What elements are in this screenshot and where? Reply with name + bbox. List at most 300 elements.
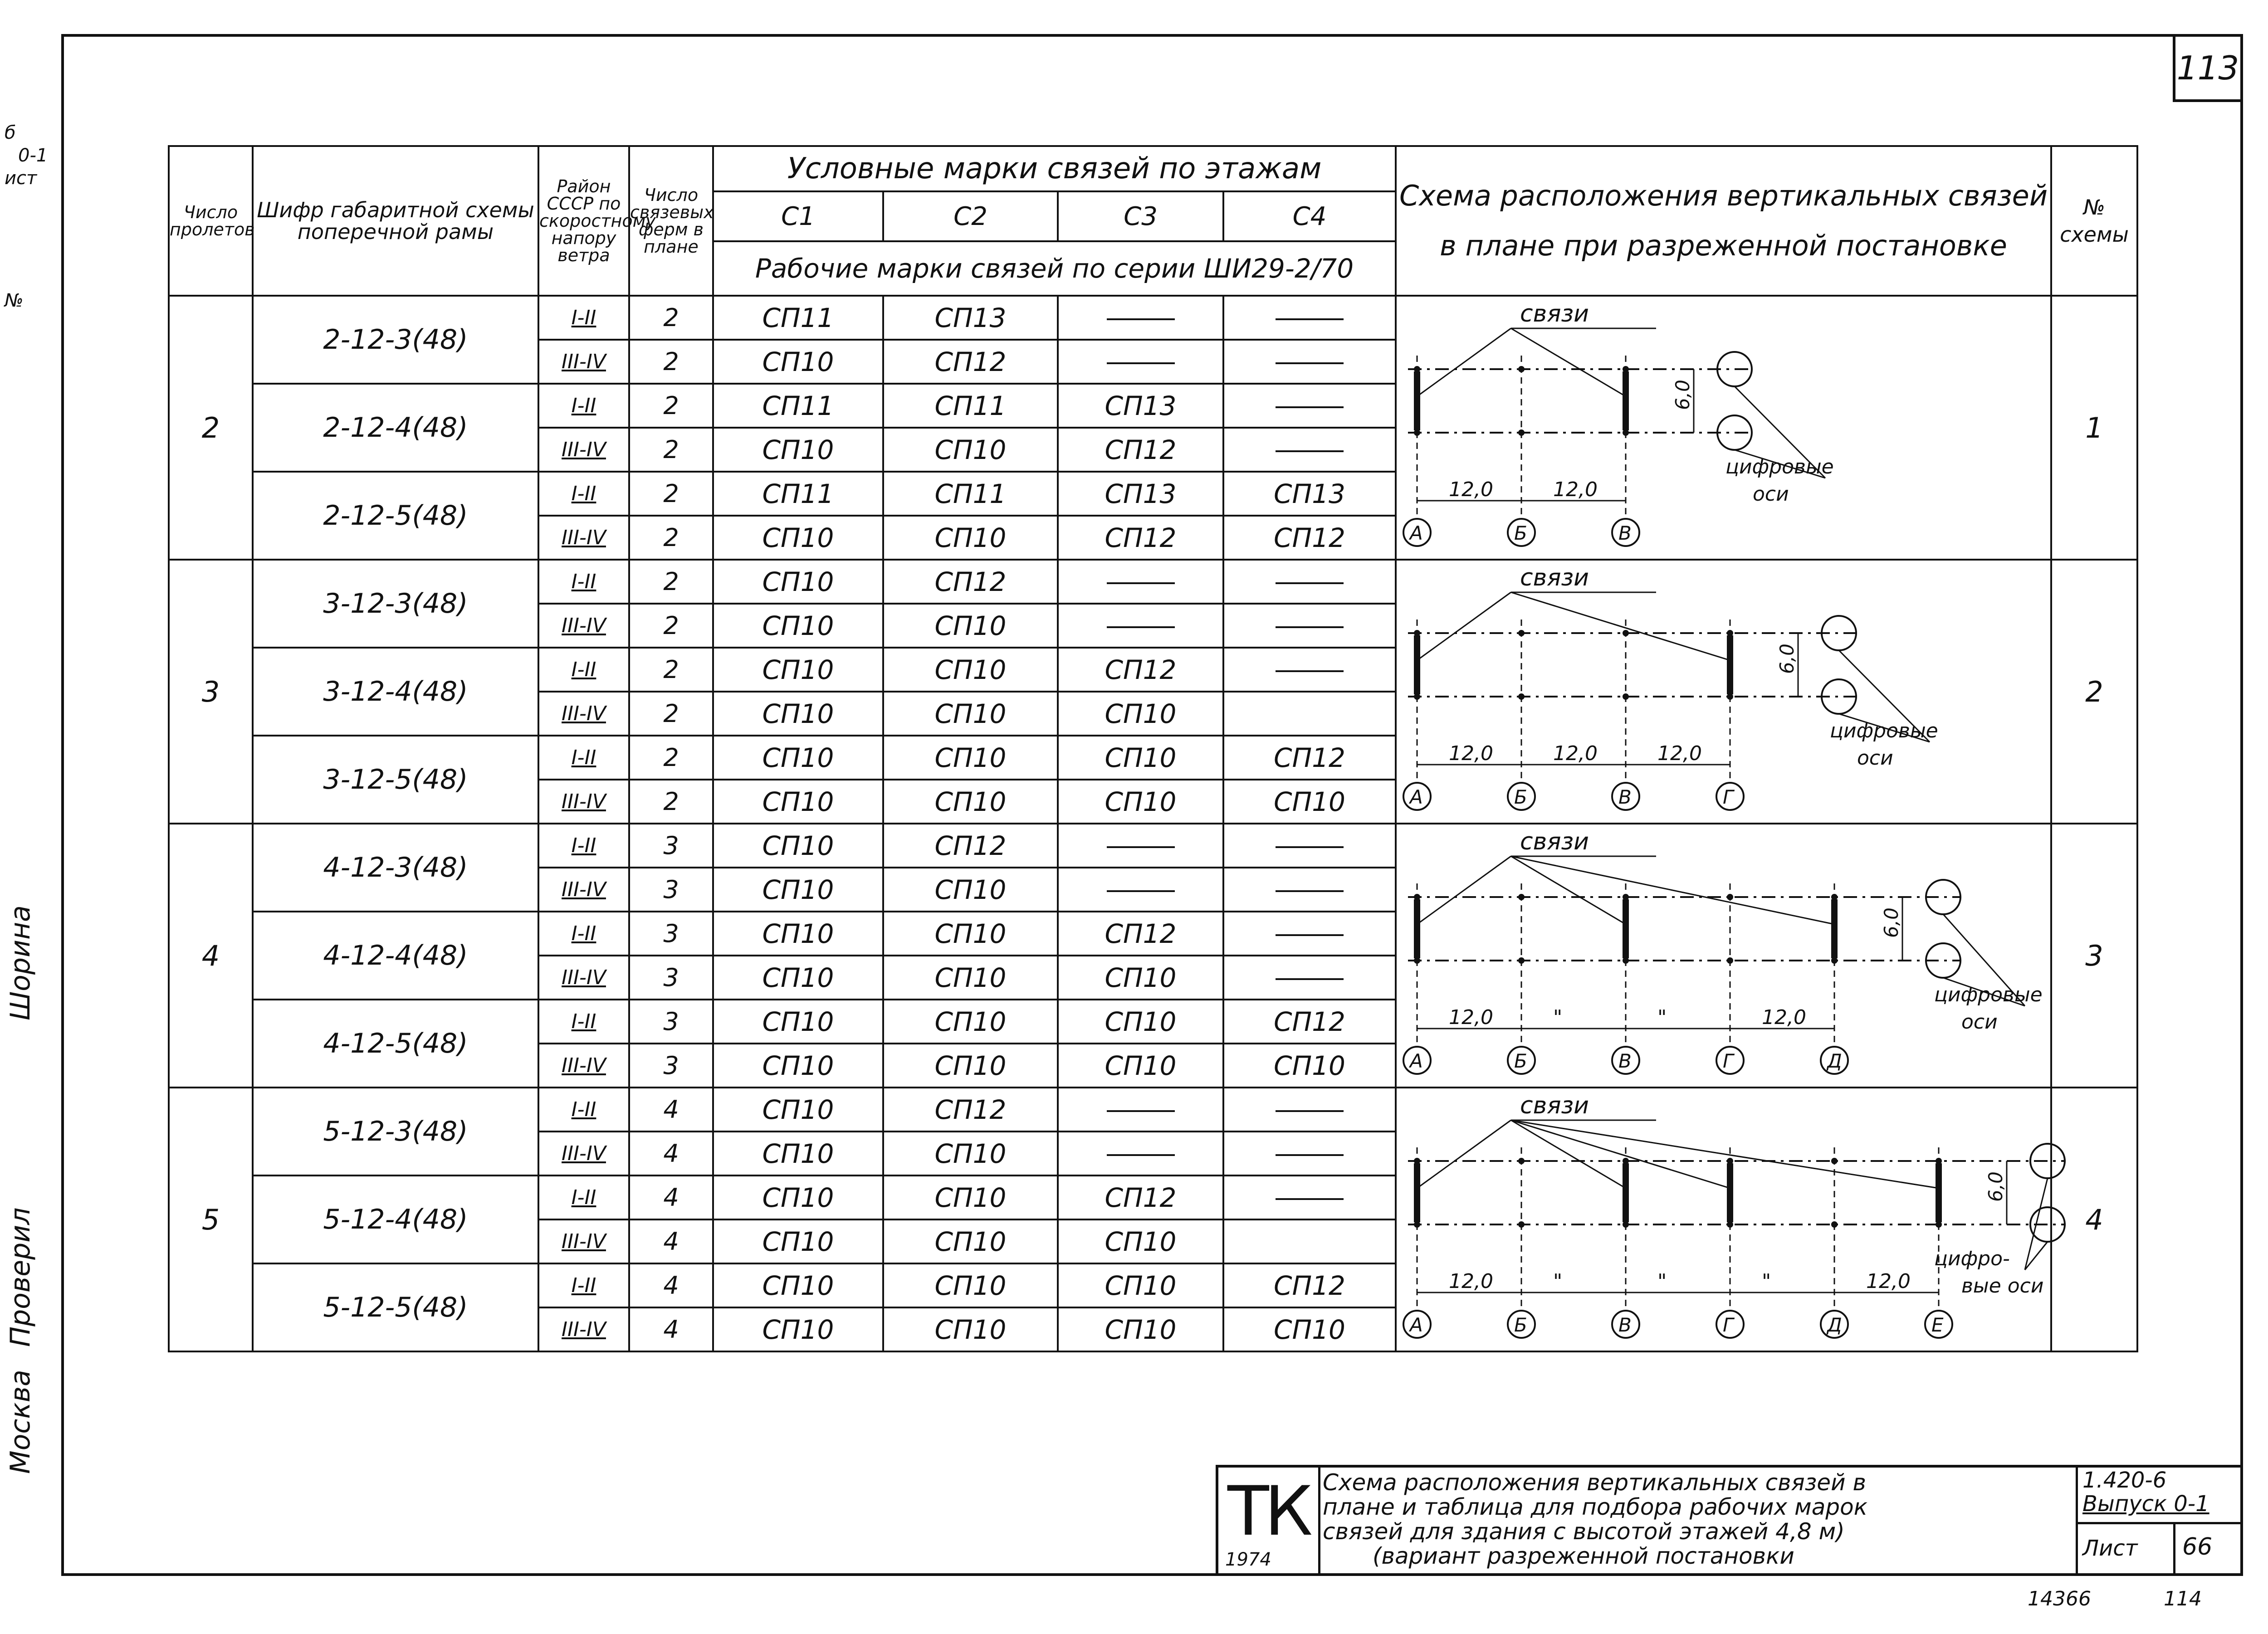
- axis-label: Б: [1514, 1050, 1527, 1072]
- tie-mark-cell: СП12: [1058, 428, 1223, 472]
- column-node: [1727, 894, 1733, 900]
- tie-mark-cell: СП10: [713, 648, 883, 692]
- axis-label: Б: [1514, 522, 1527, 544]
- wind-area-cell: III-IV: [538, 1307, 629, 1351]
- scheme-diagram-cell: [1396, 296, 2051, 560]
- header-bays: Число пролетов: [169, 146, 253, 296]
- axis-label: А: [1410, 1314, 1423, 1336]
- tie-mark-cell: [1058, 1088, 1223, 1132]
- logo-text: ТК: [1227, 1472, 1309, 1551]
- tie-mark-cell: СП10: [713, 560, 883, 604]
- wind-area-cell: III-IV: [538, 340, 629, 384]
- tie-mark-cell: СП12: [1058, 912, 1223, 956]
- bracing-scheme: [1397, 1088, 2052, 1352]
- tie-mark-cell: СП11: [713, 384, 883, 428]
- title-line-1: Схема расположения вертикальных связей в: [1323, 1469, 1866, 1496]
- leader-line: [1417, 856, 1511, 924]
- tk-logo: [1218, 1468, 1320, 1573]
- header-floor-c4: С4: [1223, 191, 1396, 241]
- footer-page: 114: [2164, 1587, 2202, 1610]
- span-label: ": [1657, 1270, 1667, 1293]
- digital-axes-label: цифровые: [1934, 983, 2043, 1006]
- column-node: [1727, 693, 1733, 700]
- empty-dash: [1107, 1154, 1175, 1156]
- frame-code-cell: 4-12-4(48): [253, 912, 538, 1000]
- wind-area-cell: III-IV: [538, 780, 629, 824]
- column-node: [1936, 1221, 1942, 1228]
- truss-count-cell: 2: [629, 780, 713, 824]
- tie-mark-cell: СП10: [1223, 1307, 1396, 1351]
- tie-mark-cell: СП10: [713, 1088, 883, 1132]
- tie-mark-cell: СП10: [883, 648, 1058, 692]
- bays-cell: 5: [169, 1088, 253, 1351]
- digital-axes-label: цифровые: [1830, 719, 1938, 742]
- ties-label: связи: [1520, 1092, 1589, 1119]
- dimension-label: 6,0: [1984, 1171, 2007, 1202]
- tie-mark-cell: СП10: [713, 340, 883, 384]
- issue-label: Выпуск 0-1: [2082, 1491, 2209, 1517]
- axis-label: В: [1618, 1050, 1632, 1072]
- tie-mark-cell: СП10: [713, 604, 883, 648]
- frame-code-cell: 2-12-4(48): [253, 384, 538, 472]
- tie-mark-cell: СП10: [713, 868, 883, 912]
- tie-mark-cell: СП10: [883, 780, 1058, 824]
- leader-line: [1511, 1120, 1939, 1188]
- empty-dash: [1276, 890, 1344, 892]
- tie-mark-cell: СП10: [883, 1307, 1058, 1351]
- column-node: [1623, 429, 1629, 436]
- tie-mark-cell: СП10: [883, 956, 1058, 1000]
- wind-area-cell: III-IV: [538, 692, 629, 736]
- empty-dash: [1276, 1110, 1344, 1112]
- column-node: [1831, 1158, 1838, 1164]
- margin-mark-4: №: [5, 290, 24, 311]
- axis-label: Г: [1723, 1314, 1734, 1336]
- empty-dash: [1276, 1198, 1344, 1200]
- margin-mark-3: ист: [5, 168, 37, 189]
- empty-dash: [1107, 846, 1175, 848]
- tie-mark-cell: [1058, 604, 1223, 648]
- tie-mark-cell: СП10: [883, 1132, 1058, 1176]
- truss-count-cell: 2: [629, 648, 713, 692]
- scheme-diagram-cell: [1396, 1088, 2051, 1351]
- empty-dash: [1276, 406, 1344, 408]
- table-row: [169, 824, 2137, 868]
- wind-area-cell: I-II: [538, 1176, 629, 1219]
- wind-area-cell: III-IV: [538, 956, 629, 1000]
- column-node: [1623, 957, 1629, 964]
- wind-area-cell: I-II: [538, 296, 629, 340]
- tie-mark-cell: СП10: [713, 1000, 883, 1044]
- header-floor-c2: С2: [883, 191, 1058, 241]
- truss-count-cell: 3: [629, 956, 713, 1000]
- column-node: [1727, 1221, 1733, 1228]
- margin-mark-2: 0-1: [18, 145, 48, 166]
- scheme-diagram-cell: [1396, 824, 2051, 1088]
- sheet-label: Лист: [2082, 1536, 2138, 1561]
- wind-area-cell: III-IV: [538, 868, 629, 912]
- tie-mark-cell: [1058, 1132, 1223, 1176]
- tie-mark-cell: СП10: [713, 1307, 883, 1351]
- table-row: [169, 1088, 2137, 1132]
- tie-mark-cell: СП10: [713, 428, 883, 472]
- tie-mark-cell: [1223, 648, 1396, 692]
- dimension-label: 6,0: [1880, 907, 1903, 938]
- scheme-number-cell: 3: [2051, 824, 2137, 1088]
- tie-mark-cell: СП10: [883, 428, 1058, 472]
- scheme-number-cell: 1: [2051, 296, 2137, 560]
- column-node: [1831, 1221, 1838, 1228]
- bays-cell: 4: [169, 824, 253, 1088]
- column-node: [1727, 1158, 1733, 1164]
- empty-dash: [1107, 626, 1175, 628]
- tie-mark-cell: [1058, 868, 1223, 912]
- empty-dash: [1276, 846, 1344, 848]
- axis-label: А: [1410, 1050, 1423, 1072]
- axis-label: А: [1410, 786, 1423, 808]
- column-node: [1831, 894, 1838, 900]
- empty-dash: [1276, 670, 1344, 672]
- tie-mark-cell: СП10: [1223, 780, 1396, 824]
- wind-area-cell: I-II: [538, 824, 629, 868]
- wind-area-cell: I-II: [538, 1088, 629, 1132]
- tie-mark-cell: [1223, 1176, 1396, 1219]
- empty-dash: [1276, 934, 1344, 936]
- truss-count-cell: 3: [629, 1044, 713, 1088]
- column-node: [1831, 957, 1838, 964]
- tie-mark-cell: СП12: [883, 824, 1058, 868]
- tie-mark-cell: СП10: [883, 1176, 1058, 1219]
- column-node: [1518, 693, 1525, 700]
- tie-mark-cell: СП11: [883, 472, 1058, 516]
- tie-mark-cell: СП10: [1058, 1219, 1223, 1263]
- wind-area-cell: III-IV: [538, 1044, 629, 1088]
- span-label: 12,0: [1866, 1270, 1911, 1293]
- year: 1974: [1225, 1549, 1271, 1570]
- digital-axes-label: цифро-: [1934, 1247, 2010, 1270]
- column-node: [1518, 894, 1525, 900]
- empty-dash: [1276, 1154, 1344, 1156]
- column-node: [1623, 630, 1629, 636]
- tie-mark-cell: [1223, 604, 1396, 648]
- tie-mark-cell: СП12: [1223, 736, 1396, 780]
- truss-count-cell: 2: [629, 472, 713, 516]
- axes-word-label: оси: [1961, 1010, 1998, 1034]
- span-label: 12,0: [1449, 478, 1493, 501]
- tie-mark-cell: СП10: [713, 516, 883, 560]
- column-node: [1518, 630, 1525, 636]
- truss-count-cell: 2: [629, 516, 713, 560]
- truss-count-cell: 3: [629, 824, 713, 868]
- truss-count-cell: 4: [629, 1219, 713, 1263]
- frame-code-cell: 3-12-3(48): [253, 560, 538, 648]
- tie-mark-cell: СП12: [883, 560, 1058, 604]
- bracing-scheme: [1397, 561, 2052, 824]
- tie-mark-cell: СП10: [883, 692, 1058, 736]
- tie-mark-cell: СП10: [883, 1000, 1058, 1044]
- tie-mark-cell: СП11: [883, 384, 1058, 428]
- wind-area-cell: III-IV: [538, 1132, 629, 1176]
- title-line-4: (вариант разреженной постановки: [1373, 1543, 1794, 1569]
- tie-mark-cell: [1223, 692, 1396, 736]
- column-node: [1414, 1221, 1420, 1228]
- tie-mark-cell: [1223, 868, 1396, 912]
- frame-code-cell: 4-12-5(48): [253, 1000, 538, 1088]
- empty-dash: [1107, 362, 1175, 364]
- truss-count-cell: 2: [629, 384, 713, 428]
- ties-table: [168, 145, 2138, 1352]
- column-node: [1414, 894, 1420, 900]
- scheme-number-cell: 2: [2051, 560, 2137, 824]
- truss-count-cell: 2: [629, 736, 713, 780]
- checked-label: Проверил: [5, 1207, 36, 1347]
- title-line-2: плане и таблица для подбора рабочих марок: [1323, 1494, 1867, 1520]
- truss-count-cell: 3: [629, 912, 713, 956]
- column-node: [1936, 1158, 1942, 1164]
- wind-area-cell: III-IV: [538, 428, 629, 472]
- frame-code-cell: 4-12-3(48): [253, 824, 538, 912]
- empty-dash: [1276, 978, 1344, 980]
- wind-area-cell: I-II: [538, 648, 629, 692]
- bracing-scheme: [1397, 297, 2052, 561]
- column-node: [1518, 1158, 1525, 1164]
- axis-label: Д: [1827, 1050, 1842, 1072]
- wind-area-cell: III-IV: [538, 604, 629, 648]
- city-label: Москва: [5, 1370, 36, 1474]
- tie-mark-cell: СП12: [1223, 1263, 1396, 1307]
- dimension-label: 6,0: [1776, 644, 1799, 674]
- table-row: [169, 296, 2137, 340]
- header-area: Район СССР по скоростному напору ветра: [538, 146, 629, 296]
- tie-mark-cell: СП12: [1058, 516, 1223, 560]
- column-node: [1414, 429, 1420, 436]
- tie-mark-cell: СП10: [1223, 1044, 1396, 1088]
- column-node: [1518, 957, 1525, 964]
- truss-count-cell: 4: [629, 1132, 713, 1176]
- truss-count-cell: 2: [629, 692, 713, 736]
- tie-mark-cell: СП10: [1058, 1263, 1223, 1307]
- tie-mark-cell: СП10: [713, 956, 883, 1000]
- empty-dash: [1276, 318, 1344, 320]
- tie-mark-cell: СП10: [1058, 1044, 1223, 1088]
- empty-dash: [1107, 318, 1175, 320]
- tie-mark-cell: СП10: [1058, 1307, 1223, 1351]
- tie-mark-cell: [1223, 956, 1396, 1000]
- tie-mark-cell: СП12: [1058, 1176, 1223, 1219]
- ties-label: связи: [1520, 564, 1589, 591]
- span-label: 12,0: [1657, 742, 1702, 765]
- ties-label: связи: [1520, 300, 1589, 327]
- tie-mark-cell: СП12: [1223, 516, 1396, 560]
- tie-mark-cell: СП10: [883, 912, 1058, 956]
- header-working-marks: Рабочие марки связей по серии ШИ29-2/70: [713, 241, 1396, 296]
- tie-mark-cell: СП10: [883, 1044, 1058, 1088]
- column-node: [1727, 630, 1733, 636]
- title-line-3: связей для здания с высотой этажей 4,8 м): [1323, 1518, 1845, 1545]
- column-node: [1518, 429, 1525, 436]
- tie-mark-cell: СП13: [1058, 384, 1223, 428]
- tie-mark-cell: СП10: [713, 1263, 883, 1307]
- empty-dash: [1276, 450, 1344, 452]
- header-scheme-no: № схемы: [2051, 146, 2137, 296]
- tie-mark-cell: [1223, 560, 1396, 604]
- leader-line: [1511, 1120, 1730, 1188]
- tie-mark-cell: СП11: [713, 296, 883, 340]
- title-block-right: [2076, 1468, 2243, 1573]
- column-node: [1414, 957, 1420, 964]
- frame-code-cell: 2-12-3(48): [253, 296, 538, 384]
- axis-label: Е: [1931, 1314, 1944, 1336]
- truss-count-cell: 2: [629, 604, 713, 648]
- leader-line: [1511, 856, 1834, 924]
- page-number: 113: [2173, 34, 2243, 102]
- leader-line: [1417, 328, 1511, 396]
- table-row: [169, 560, 2137, 604]
- tie-mark-cell: СП10: [883, 1219, 1058, 1263]
- title-text: [1323, 1470, 2185, 1568]
- column-node: [1414, 1158, 1420, 1164]
- axis-label: Г: [1723, 1050, 1734, 1072]
- empty-dash: [1276, 626, 1344, 628]
- tie-mark-cell: СП13: [1058, 472, 1223, 516]
- column-node: [1623, 1221, 1629, 1228]
- axis-label: В: [1618, 1314, 1632, 1336]
- tie-mark-cell: [1058, 560, 1223, 604]
- truss-count-cell: 3: [629, 1000, 713, 1044]
- header-marks-by-floor: Условные марки связей по этажам: [713, 146, 1396, 191]
- tie-mark-cell: [1223, 912, 1396, 956]
- truss-count-cell: 4: [629, 1263, 713, 1307]
- header-floor-c1: С1: [713, 191, 883, 241]
- tie-mark-cell: СП10: [713, 692, 883, 736]
- frame-code-cell: 3-12-5(48): [253, 736, 538, 824]
- leader-line: [1511, 1120, 1626, 1188]
- axes-word-label: оси: [1857, 746, 1893, 770]
- wind-area-cell: III-IV: [538, 516, 629, 560]
- truss-count-cell: 2: [629, 296, 713, 340]
- tie-mark-cell: СП10: [883, 516, 1058, 560]
- tie-mark-cell: [1058, 824, 1223, 868]
- column-node: [1623, 693, 1629, 700]
- left-margin: [0, 122, 61, 1574]
- leader-line: [1417, 592, 1511, 660]
- tie-mark-cell: [1058, 340, 1223, 384]
- span-label: 12,0: [1449, 1270, 1493, 1293]
- wind-area-cell: I-II: [538, 384, 629, 428]
- leader-line: [1511, 328, 1626, 396]
- tie-mark-cell: СП12: [1223, 1000, 1396, 1044]
- truss-count-cell: 4: [629, 1307, 713, 1351]
- tie-mark-cell: СП12: [1058, 648, 1223, 692]
- scheme-diagram-cell: [1396, 560, 2051, 824]
- span-label: ": [1553, 1006, 1563, 1029]
- tie-mark-cell: СП10: [713, 912, 883, 956]
- empty-dash: [1276, 582, 1344, 584]
- header-count: Число связевых ферм в плане: [629, 146, 713, 296]
- span-label: 12,0: [1449, 1006, 1493, 1029]
- axes-word-label: вые оси: [1961, 1274, 2044, 1297]
- truss-count-cell: 2: [629, 340, 713, 384]
- wind-area-cell: I-II: [538, 1263, 629, 1307]
- empty-dash: [1107, 890, 1175, 892]
- wind-area-cell: I-II: [538, 560, 629, 604]
- column-node: [1727, 957, 1733, 964]
- column-node: [1414, 630, 1420, 636]
- span-label: 12,0: [1553, 742, 1598, 765]
- tie-mark-cell: СП10: [1058, 736, 1223, 780]
- axis-label: Б: [1514, 1314, 1527, 1336]
- sheet-number: 66: [2182, 1533, 2213, 1561]
- span-label: ": [1762, 1270, 1771, 1293]
- tie-mark-cell: [1223, 296, 1396, 340]
- truss-count-cell: 2: [629, 428, 713, 472]
- empty-dash: [1107, 582, 1175, 584]
- frame-code-cell: 5-12-4(48): [253, 1176, 538, 1263]
- tie-mark-cell: СП10: [713, 1219, 883, 1263]
- ties-label: связи: [1520, 828, 1589, 855]
- leader-line: [1417, 1120, 1511, 1188]
- empty-dash: [1276, 362, 1344, 364]
- wind-area-cell: I-II: [538, 912, 629, 956]
- scheme-number-cell: 4: [2051, 1088, 2137, 1351]
- span-label: ": [1553, 1270, 1563, 1293]
- truss-count-cell: 4: [629, 1176, 713, 1219]
- column-node: [1414, 693, 1420, 700]
- frame-code-cell: 3-12-4(48): [253, 648, 538, 736]
- leader-line: [1511, 592, 1730, 660]
- tie-mark-cell: [1223, 384, 1396, 428]
- tie-mark-cell: СП10: [1058, 956, 1223, 1000]
- axis-label: А: [1410, 522, 1423, 544]
- tie-mark-cell: СП10: [883, 604, 1058, 648]
- tie-mark-cell: [1223, 1132, 1396, 1176]
- checker-name: Шорина: [5, 905, 36, 1020]
- span-label: 12,0: [1553, 478, 1598, 501]
- tie-mark-cell: СП12: [883, 1088, 1058, 1132]
- tie-mark-cell: СП13: [1223, 472, 1396, 516]
- axis-label: Г: [1723, 786, 1734, 808]
- header-frame: Шифр габаритной схемы поперечной рамы: [253, 146, 538, 296]
- tie-mark-cell: СП10: [713, 780, 883, 824]
- tie-mark-cell: [1223, 824, 1396, 868]
- span-label: ": [1657, 1006, 1667, 1029]
- empty-dash: [1107, 1110, 1175, 1112]
- truss-count-cell: 3: [629, 868, 713, 912]
- tie-mark-cell: СП10: [713, 1132, 883, 1176]
- column-node: [1623, 894, 1629, 900]
- frame-code-cell: 2-12-5(48): [253, 472, 538, 560]
- dimension-label: 6,0: [1672, 380, 1694, 410]
- column-node: [1414, 366, 1420, 372]
- footer-inventory: 14366: [2028, 1587, 2091, 1610]
- series-code: 1.420-6: [2082, 1468, 2167, 1493]
- column-node: [1518, 1221, 1525, 1228]
- column-node: [1518, 366, 1525, 372]
- tie-mark-cell: СП10: [713, 736, 883, 780]
- frame-code-cell: 5-12-5(48): [253, 1263, 538, 1351]
- header-floor-c3: С3: [1058, 191, 1223, 241]
- tie-mark-cell: СП10: [713, 824, 883, 868]
- tie-mark-cell: СП10: [713, 1044, 883, 1088]
- leader-line: [1511, 856, 1626, 924]
- column-node: [1623, 1158, 1629, 1164]
- title-block: [1216, 1465, 2243, 1576]
- span-label: 12,0: [1449, 742, 1493, 765]
- tie-mark-cell: СП10: [1058, 780, 1223, 824]
- axis-label: Б: [1514, 786, 1527, 808]
- bracing-scheme: [1397, 824, 2052, 1088]
- header-scheme: Схема расположения вертикальных связей в плане при разреженной постановке: [1396, 146, 2051, 296]
